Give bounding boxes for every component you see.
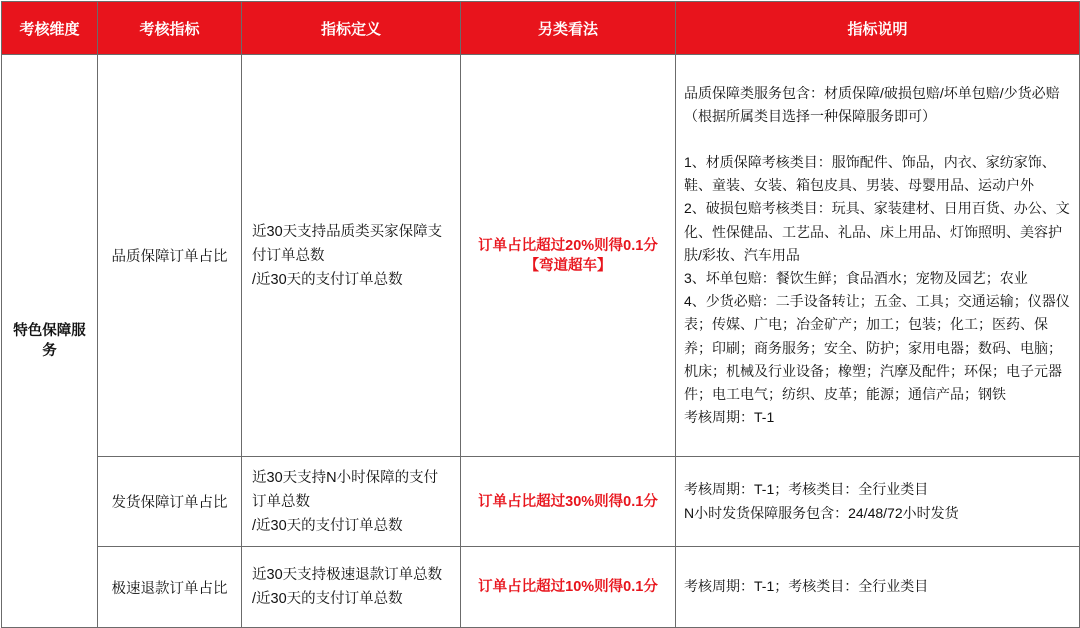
description-paragraph: 2、破损包赔考核类目：玩具、家装建材、日用百货、办公、文化、性保健品、工艺品、礼品、床上用品、灯饰照明、美容护肤/彩妆、汽车用品 (684, 200, 1070, 263)
header-dimension: 考核维度 (2, 2, 98, 55)
description-paragraph: 品质保障类服务包含：材质保障/破损包赔/坏单包赔/少货必赔（根据所属类目选择一种保障服务即可） (684, 84, 1060, 124)
description-paragraph: 考核周期：T-1 (684, 409, 775, 426)
alternative-view-cell (461, 457, 676, 547)
table-row (2, 457, 1080, 547)
header-alternative-view: 另类看法 (461, 2, 676, 55)
header-description: 指标说明 (676, 2, 1080, 55)
description-paragraph: 3、坏单包赔：餐饮生鲜；食品酒水；宠物及园艺；农业 (684, 270, 1028, 286)
definition-line: /近30天的支付订单总数 (252, 517, 403, 534)
metric-cell: 发货保障订单占比 (98, 457, 242, 547)
alternative-line: 订单占比超过30%则得0.1分 (478, 493, 658, 510)
description-cell (676, 457, 1080, 547)
definition-line: /近30天的支付订单总数 (252, 271, 403, 288)
definition-line: 近30天支持品质类买家保障支 (252, 223, 443, 240)
alternative-view-cell (461, 55, 676, 457)
table-row (2, 55, 1080, 457)
definition-line: /近30天的支付订单总数 (252, 591, 403, 607)
definition-line: 订单总数 (252, 493, 310, 510)
definition-line: 付订单总数 (252, 247, 325, 264)
table-row (2, 547, 1080, 628)
description-paragraph: 4、少货必赔：二手设备转让；五金、工具；交通运输；仪器仪表；传媒、广电；冶金矿产；加工；包装；化工；医药、保养；印刷；商务服务；安全、防护；家用电器；数码、电脑；机床；机械及行业设备；橡塑；汽摩及配件；环保；电子元器件；电工电气；纺织、皮革；能源；通信产品；钢铁 (684, 293, 1070, 403)
definition-cell (242, 457, 461, 547)
metric-cell: 极速退款订单占比 (98, 547, 242, 628)
definition-line: 近30天支持N小时保障的支付 (252, 469, 439, 486)
alternative-line: 订单占比超过10%则得0.1分 (478, 579, 658, 595)
description-spacer (684, 128, 1071, 151)
definition-cell (242, 55, 461, 457)
definition-line: 近30天支持极速退款订单总数 (252, 567, 443, 583)
alternative-view-cell (461, 547, 676, 628)
description-cell (676, 547, 1080, 628)
dimension-cell: 特色保障服务 (2, 55, 98, 628)
metric-cell: 品质保障订单占比 (98, 55, 242, 457)
assessment-table (1, 1, 1080, 628)
definition-cell (242, 547, 461, 628)
description-cell (676, 55, 1080, 457)
header-metric: 考核指标 (98, 2, 242, 55)
description-paragraph: 考核周期：T-1；考核类目：全行业类目 (684, 578, 929, 595)
header-definition: 指标定义 (242, 2, 461, 55)
description-paragraph: 1、材质保障考核类目：服饰配件、饰品，内衣、家纺家饰、鞋、童装、女装、箱包皮具、男装、母婴用品、运动户外 (684, 153, 1056, 194)
description-paragraph: 考核周期：T-1；考核类目：全行业类目 (684, 481, 929, 498)
alternative-line: 订单占比超过20%则得0.1分 (478, 237, 658, 254)
alternative-tag: 【弯道超车】 (524, 257, 612, 274)
description-paragraph: N小时发货保障服务包含：24/48/72小时发货 (684, 504, 959, 521)
table-header-row (2, 2, 1080, 55)
